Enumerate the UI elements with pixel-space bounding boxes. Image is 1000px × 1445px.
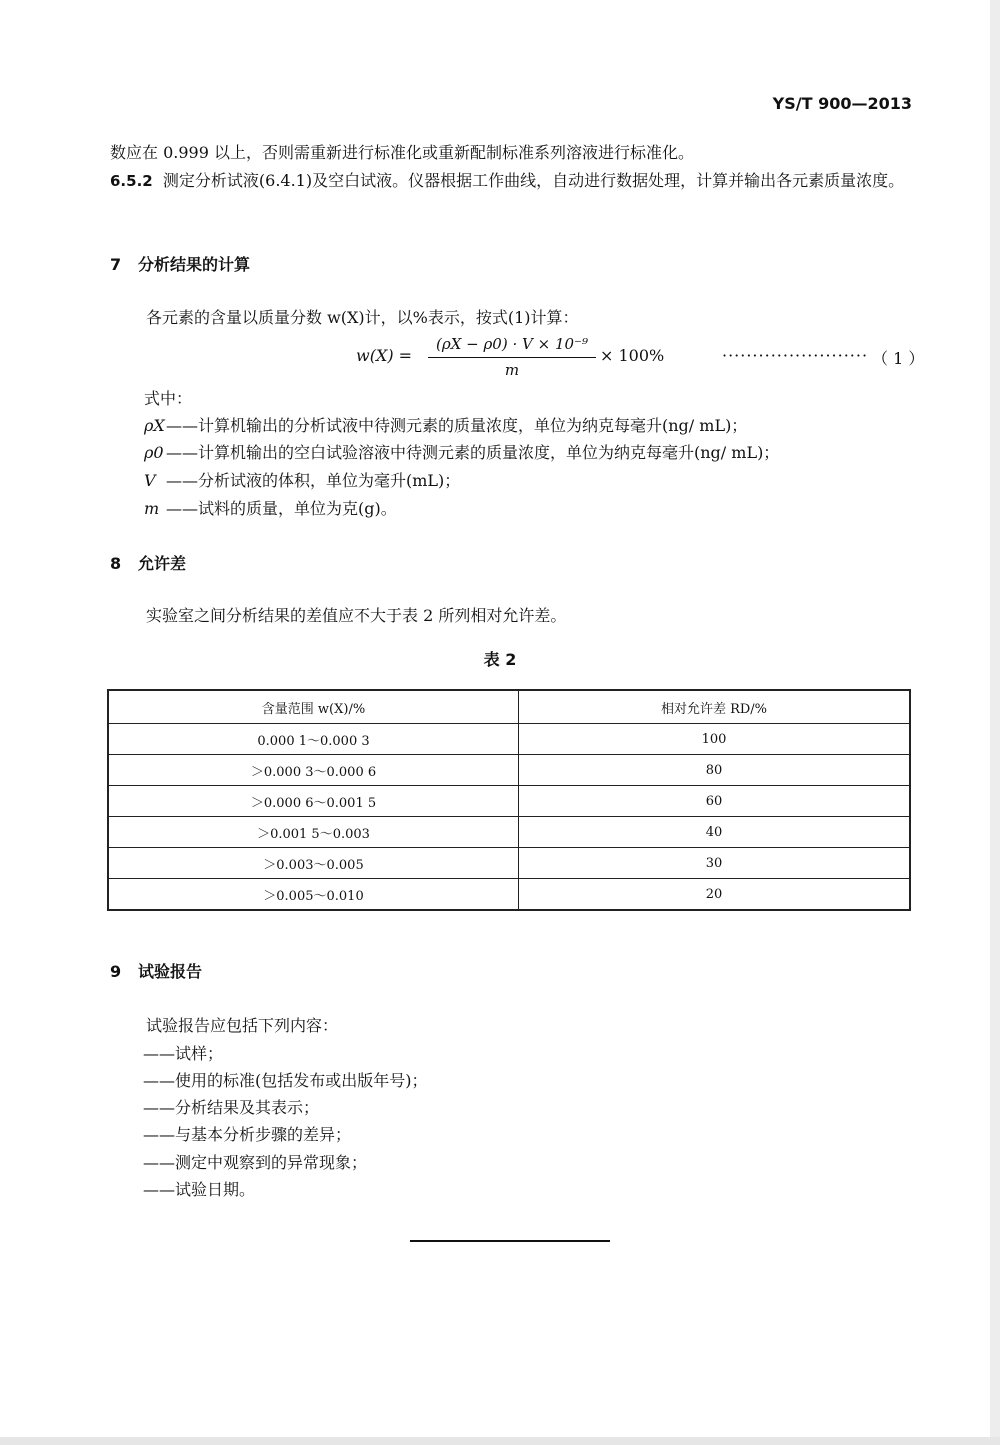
table-cell: 0.000 1～0.000 3 xyxy=(108,724,519,755)
formula-times: × 100% xyxy=(600,346,665,365)
where-label: 式中： xyxy=(144,389,193,408)
table-row xyxy=(108,755,910,786)
table-row xyxy=(108,786,910,817)
formula-lhs: w(X) = xyxy=(356,346,413,365)
table-row xyxy=(108,817,910,848)
page-edge-shadow xyxy=(990,0,1000,1445)
clause-6-5-2 xyxy=(110,167,910,195)
clause-text: 测定分析试液(6.4.1)及空白试液。仪器根据工作曲线，自动进行数据处理，计算并输出各元素质量浓度。 xyxy=(162,171,905,190)
section-title: 试验报告 xyxy=(138,962,203,981)
table-cell: 30 xyxy=(519,848,911,879)
page-bottom-shadow xyxy=(0,1437,1000,1445)
formula-intro: 各元素的含量以质量分数 w(X)计，以%表示，按式(1)计算： xyxy=(146,308,579,327)
section-number: 8 xyxy=(110,554,122,573)
table-row xyxy=(108,724,910,755)
formula-denominator: m xyxy=(504,361,520,379)
table-cell: 100 xyxy=(519,724,911,755)
report-item: ——分析结果及其表示； xyxy=(143,1098,320,1117)
definition-m: m ——试料的质量，单位为克(g)。 xyxy=(144,499,397,518)
clause-number: 6.5.2 xyxy=(110,172,153,190)
table-cell: 80 xyxy=(519,755,911,786)
table-cell: 20 xyxy=(519,879,911,911)
section-8-text: 实验室之间分析结果的差值应不大于表 2 所列相对允许差。 xyxy=(146,606,567,625)
table-cell: ＞0.001 5～0.003 xyxy=(108,817,519,848)
table-cell: ＞0.000 6～0.001 5 xyxy=(108,786,519,817)
report-item: ——与基本分析步骤的差异； xyxy=(143,1125,352,1144)
section-7-heading xyxy=(110,252,250,275)
fraction-bar xyxy=(428,357,596,358)
report-item: ——使用的标准(包括发布或出版年号)； xyxy=(143,1071,428,1090)
section-8-heading xyxy=(110,551,186,574)
column-header: 含量范围 w(X)/% xyxy=(108,690,519,724)
definition-v: V ——分析试液的体积，单位为毫升(mL)； xyxy=(144,471,461,490)
definition-rho-x: ρX——计算机输出的分析试液中待测元素的质量浓度，单位为纳克每毫升(ng/ mL)； xyxy=(144,416,748,435)
table-caption: 表 2 xyxy=(483,650,517,669)
definition-rho-0: ρ0 ——计算机输出的空白试验溶液中待测元素的质量浓度，单位为纳克每毫升(ng/ mL)； xyxy=(144,443,780,462)
column-header: 相对允许差 RD/% xyxy=(519,690,911,724)
table-cell: 40 xyxy=(519,817,911,848)
section-number: 7 xyxy=(110,255,122,274)
table-header-row xyxy=(108,690,910,724)
formula-fraction xyxy=(428,333,596,380)
section-number: 9 xyxy=(110,962,122,981)
section-9-heading xyxy=(110,959,202,982)
report-intro: 试验报告应包括下列内容： xyxy=(146,1016,339,1035)
end-rule xyxy=(410,1240,610,1242)
table-row xyxy=(108,879,910,911)
section-title: 分析结果的计算 xyxy=(138,255,251,274)
table-cell: 60 xyxy=(519,786,911,817)
formula-number: （ 1 ） xyxy=(872,349,925,368)
formula-leader: ························ xyxy=(722,346,869,365)
formula-numerator: (ρX − ρ0) · V × 10⁻⁹ xyxy=(436,335,588,353)
standard-code: YS/T 900—2013 xyxy=(772,94,912,113)
table-cell: ＞0.003～0.005 xyxy=(108,848,519,879)
formula-1 xyxy=(356,333,925,379)
table-cell: ＞0.000 3～0.000 6 xyxy=(108,755,519,786)
tolerance-table xyxy=(107,689,911,911)
table-row xyxy=(108,848,910,879)
report-item: ——试样； xyxy=(143,1044,224,1063)
section-title: 允许差 xyxy=(138,554,187,573)
report-item: ——试验日期。 xyxy=(143,1180,256,1199)
continued-paragraph: 数应在 0.999 以上，否则需重新进行标准化或重新配制标准系列溶液进行标准化。 xyxy=(110,143,694,162)
report-item: ——测定中观察到的异常现象； xyxy=(143,1153,368,1172)
table-cell: ＞0.005～0.010 xyxy=(108,879,519,911)
